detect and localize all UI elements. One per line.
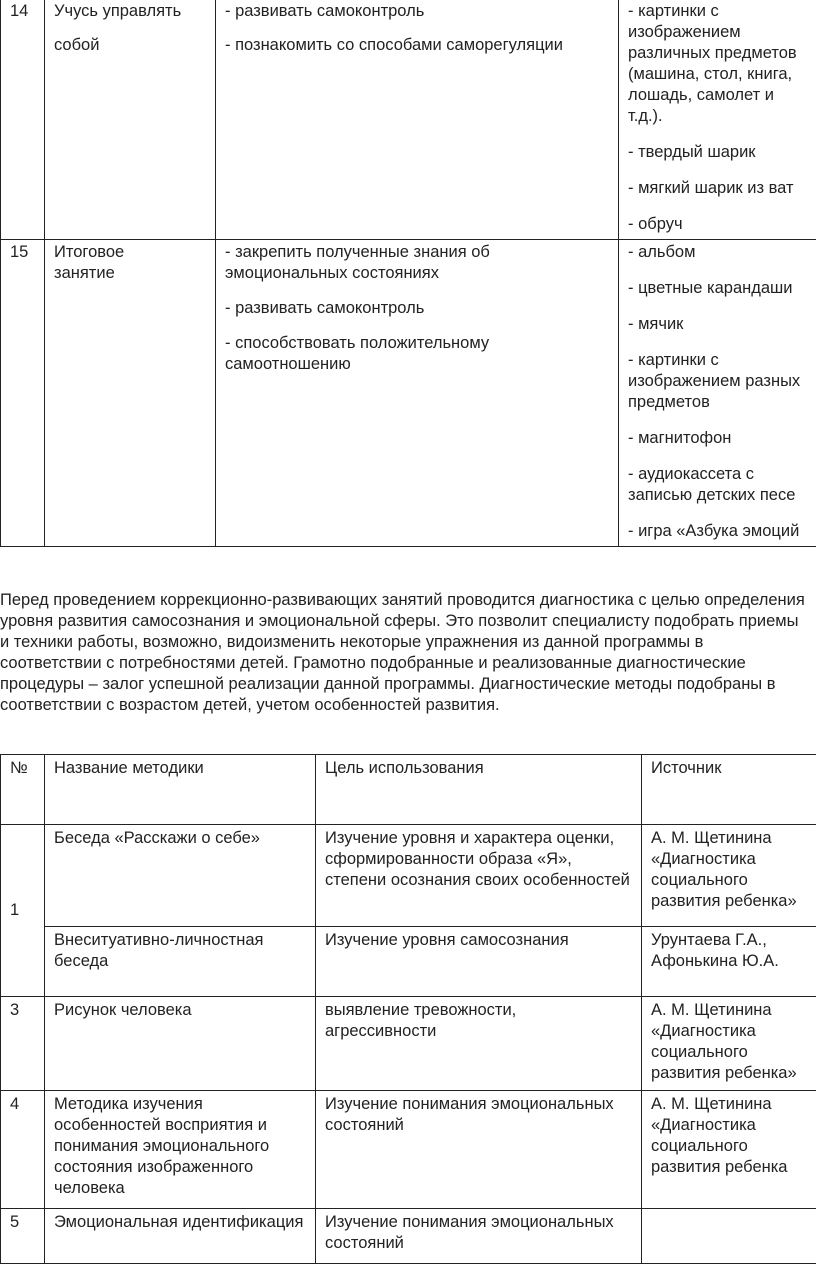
lesson-materials [619, 240, 816, 547]
method-source: А. М. Щетинина «Диагностика социального развития ребенка [642, 1091, 816, 1209]
method-goal: Изучение уровня самосознания [316, 927, 642, 997]
lesson-materials [619, 0, 816, 240]
lesson-goals: - развивать самоконтроль - познакомить со способами саморегуляции [216, 0, 619, 240]
method-goal: выявление тревожности, агрессивности [316, 997, 642, 1091]
row-number: 3 [1, 997, 45, 1091]
header-goal: Цель использования [316, 755, 642, 825]
list-item: - мячик [628, 315, 684, 333]
list-item: - магнитофон [628, 429, 732, 447]
table-row [1, 240, 816, 547]
table-row [1, 927, 816, 997]
lesson-title: Итоговое занятие [45, 240, 216, 547]
method-source [642, 1209, 816, 1264]
method-goal: Изучение уровня и характера оценки, сформированности образа «Я», степени осознания своих особенностей [316, 825, 642, 927]
header-method-name: Название методики [45, 755, 316, 825]
list-item: - мягкий шарик из ват [628, 179, 794, 197]
list-item: - альбом [628, 243, 696, 261]
row-number: 5 [1, 1209, 45, 1264]
list-item: - игра «Азбука эмоций [628, 522, 800, 540]
method-source: А. М. Щетинина «Диагностика социального развития ребенка» [642, 997, 816, 1091]
lesson-title: Учусь управлять собой [45, 0, 216, 240]
lesson-number: 15 [1, 240, 45, 547]
method-name: Рисунок человека [45, 997, 316, 1091]
list-item: - цветные карандаши [628, 279, 793, 297]
method-goal: Изучение понимания эмоциональных состояний [316, 1209, 642, 1264]
list-item: - твердый шарик [628, 143, 756, 161]
lesson-number: 14 [1, 0, 45, 240]
lesson-plan-table [0, 0, 816, 547]
method-name: Методика изучения особенностей восприятия и понимания эмоционального состояния изображенного человека [45, 1091, 316, 1209]
list-item: - обруч [628, 215, 683, 233]
list-item: - аудиокассета с записью детских песе [628, 465, 796, 504]
method-name: Эмоциональная идентификация [45, 1209, 316, 1264]
header-number: № [1, 755, 45, 825]
table-header-row [1, 755, 816, 825]
method-goal: Изучение понимания эмоциональных состояний [316, 1091, 642, 1209]
diagnostics-table [0, 754, 816, 1264]
row-number: 1 [1, 825, 45, 997]
method-name: Внеситуативно-личностная беседа [45, 927, 316, 997]
lesson-goals: - закрепить полученные знания об эмоциональных состояниях - развивать самоконтроль - способствовать положительному самоотношению [216, 240, 619, 547]
method-source: А. М. Щетинина «Диагностика социального развития ребенка» [642, 825, 816, 927]
row-number: 4 [1, 1091, 45, 1209]
table-row [1, 0, 816, 240]
method-name: Беседа «Расскажи о себе» [45, 825, 316, 927]
header-source: Источник [642, 755, 816, 825]
list-item: - картинки с изображением различных предметов (машина, стол, книга, лошадь, самолет и т.д.). [628, 2, 797, 125]
intro-paragraph: Перед проведением коррекционно-развивающих занятий проводится диагностика с целью определения уровня развития самосознания и эмоциональной сферы. Это позволит специалисту подобрать приемы и техники работы, возможно, видоизменить некоторые упражнения из данной программы в соответствии с потребностями детей. Грамотно подобранные и реализованные диагностические процедуры – залог успешной реализации данной программы. Диагностические методы подобраны в соответствии с возрастом детей, учетом особенностей развития. [0, 591, 805, 714]
table-row [1, 997, 816, 1091]
method-source: Урунтаева Г.А., Афонькина Ю.А. [642, 927, 816, 997]
table-row [1, 825, 816, 927]
table-row [1, 1091, 816, 1209]
table-row [1, 1209, 816, 1264]
list-item: - картинки с изображением разных предметов [628, 351, 801, 411]
